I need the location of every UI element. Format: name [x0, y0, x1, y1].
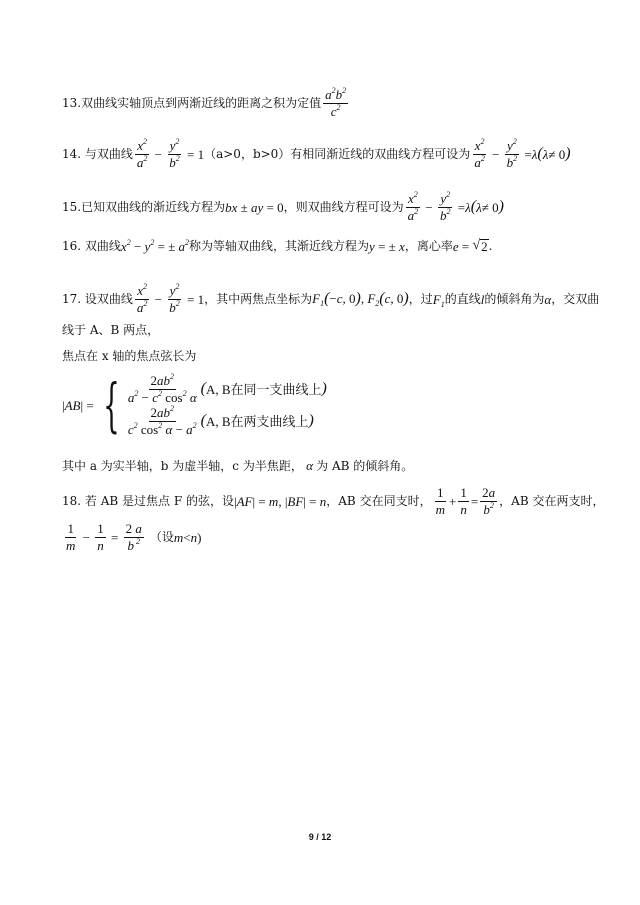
- item-17-mid: ，其中两焦点坐标为: [204, 292, 313, 307]
- formula-equilateral: $x^2 - y^2$ = ± $a^2$: [120, 237, 190, 254]
- formula-hyperbola-eq1: $\frac{x^2}{a^2}$ − $\frac{y^2}{b^2}$ = 1: [136, 282, 205, 315]
- formula-asymptote: bx ± ay = 0: [225, 199, 284, 215]
- item-17-mid4: 的倾斜角为: [484, 292, 545, 307]
- item-18-line2: [62, 522, 201, 552]
- item-14: [62, 139, 571, 169]
- formula-e-sqrt2: e = √ 2: [452, 238, 488, 254]
- formula-same-branch-sum: $\frac{1}{m}$ + $\frac{1}{n}$ = $\frac{2a}{b^2}$: [435, 485, 496, 517]
- item-17-mid5: ，交双曲: [551, 292, 600, 307]
- formula-l: l: [480, 291, 485, 307]
- item-16-mid: 称为等轴双曲线，其渐近线方程为: [189, 239, 370, 253]
- formula-foci: $F_1(-c$, 0), $F_2(c$, 0): [312, 290, 409, 309]
- formula-af-bf: |AF| = m, |BF| = n: [233, 493, 327, 509]
- item-18-lead: 18. 若 AB 是过焦点 F 的弦，设: [62, 494, 234, 509]
- item-14-lead: 14. 与双曲线: [62, 147, 133, 162]
- page-number: 9 / 12: [308, 832, 332, 842]
- item-17-mid3: 的直线: [444, 292, 481, 307]
- item-15-lead: 15.已知双曲线的渐近线方程为: [62, 200, 226, 215]
- item-16-ecc: ，离心率: [404, 239, 453, 253]
- formula-hyperbola-lambda-2: $\frac{x^2}{a^2}$ − $\frac{y^2}{b^2}$ = λ ( λ ≠ 0 ): [407, 190, 504, 223]
- item-17-continuation: 线于 A、B 两点，: [62, 323, 160, 337]
- item-13: [62, 88, 350, 118]
- item-16-end: .: [488, 239, 493, 253]
- item-16-lead: 16. 双曲线: [62, 239, 121, 253]
- item-13-text: 13.双曲线实轴顶点到两渐近线的距离之积为定值: [62, 96, 322, 111]
- case-two-branches: $\frac{2ab^2}{c^2 \cos^2 \alpha - a^2}$ ( A, B在两支曲线上 ): [127, 404, 314, 437]
- formula-y-pm-x: y = ± x: [369, 238, 405, 254]
- item-17-lead: 17. 设双曲线: [62, 292, 133, 307]
- item-18-mid: ，AB 交在同支时，: [326, 494, 432, 509]
- item-17: [62, 284, 599, 314]
- item-17-mid2: ，过: [408, 292, 433, 307]
- formula-alpha-2: α: [302, 458, 317, 473]
- formula-hyperbola-lambda: $\frac{x^2}{a^2}$ − $\frac{y^2}{b^2}$ = λ ( λ ≠ 0 ): [474, 137, 571, 170]
- formula-focal-chord-length: | AB | = { $\frac{2ab^2}{a^2 - c^2 \cos^2 \alpha}$ ( A, B在同一支曲线上 ) $\frac{2ab^2}{c^2 \cos^2 \alpha - a^2}$ ( A, B在两支曲线上 ): [62, 371, 327, 440]
- item-16: [62, 239, 492, 253]
- formula-f1: $F_1$: [432, 291, 445, 309]
- formula-two-branch-diff: $\frac{1}{m}$ − $\frac{1}{n}$ = $\frac{2 a}{b ^2}$: [66, 521, 142, 553]
- item-17-note: 其中 a 为实半轴，b 为虚半轴，c 为半焦距， α 为 AB 的倾斜角。: [62, 458, 414, 473]
- focal-chord-title: 焦点在 x 轴的焦点弦长为: [62, 349, 197, 363]
- item-18: [62, 486, 604, 516]
- formula-hyperbola-standard: $\frac{x^2}{a^2}$ − $\frac{y^2}{b^2}$ = 1: [136, 137, 205, 170]
- item-15: [62, 192, 504, 222]
- formula-m-lt-n: m<n): [173, 529, 202, 545]
- formula-a2b2-over-c2: $\frac{a^2b^2}{c^2}$: [325, 86, 347, 119]
- case-same-branch: $\frac{2ab^2}{a^2 - c^2 \cos^2 \alpha}$ ( A, B在同一支曲线上 ): [127, 372, 327, 405]
- formula-alpha: α: [544, 291, 552, 307]
- item-18-tail: （设: [149, 530, 174, 545]
- item-18-mid2: ，AB 交在两支时，: [499, 494, 605, 509]
- item-14-cond: （a>0，b>0）有相同渐近线的双曲线方程可设为: [204, 147, 471, 162]
- item-15-mid: ，则双曲线方程可设为: [283, 200, 404, 215]
